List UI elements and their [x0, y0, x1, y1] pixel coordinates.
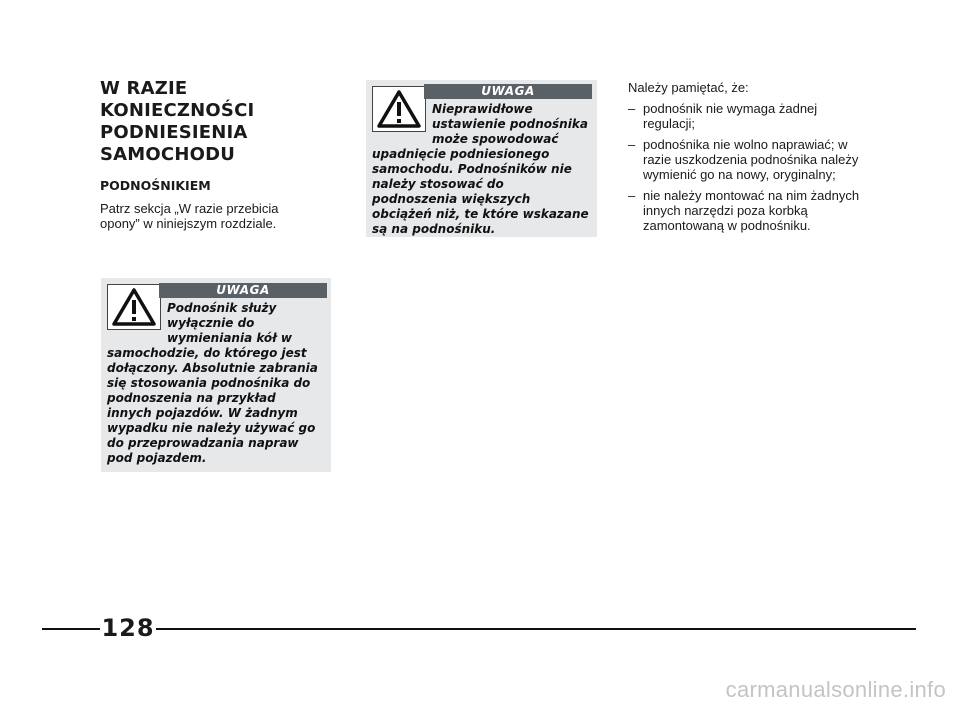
warning-text: Nieprawidłowe ustawienie podnośnika może spowodować upadnięcie podniesionego samochodu. Podnośników nie należy stosować do podnoszenia większych obciążeń niż, te które wskazane są na podnośniku. [372, 102, 589, 236]
warning-box-middle [366, 80, 597, 237]
notes-list [623, 101, 863, 233]
page-number: 128 [101, 614, 155, 642]
warning-triangle-icon [372, 86, 426, 132]
list-item-text: nie należy montować na nim żadnych innych narzędzi poza korbką zamontowaną w podnośniku. [643, 188, 860, 233]
footer-rule-right [156, 628, 916, 630]
list-item-text: podnośnik nie wymaga żadnej regulacji; [643, 101, 818, 131]
warning-box-left [101, 278, 331, 472]
warning-label: UWAGA [159, 283, 327, 298]
heading-line: W RAZIE [100, 78, 188, 99]
list-item-text: podnośnika nie wolno naprawiać; w razie uszkodzenia podnośnika należy wymienić go na nowy, oryginalny; [643, 137, 859, 182]
list-dash: – [628, 137, 636, 152]
list-item [623, 137, 863, 182]
section-body: Patrz sekcja „W razie przebicia opony” w niniejszym rozdziale. [100, 201, 279, 231]
heading-line: PODNIESIENIA [100, 122, 248, 143]
list-item [623, 101, 863, 131]
list-dash: – [628, 188, 636, 203]
footer-rule-left [42, 628, 100, 630]
heading-line: KONIECZNOŚCI [100, 100, 255, 121]
heading-line: SAMOCHODU [100, 144, 236, 165]
list-item [623, 188, 863, 233]
section-heading [100, 78, 320, 166]
watermark: carmanualsonline.info [725, 677, 946, 702]
warning-label: UWAGA [424, 84, 592, 99]
warning-text: Podnośnik służy wyłącznie do wymieniania kół w samochodzie, do którego jest dołączony. Absolutnie zabrania się stosowania podnośnika do podnoszenia na przykład innych pojazdów. W żadnym wypadku nie należy używać go do przeprowadzania napraw pod pojazdem. [107, 301, 318, 465]
notes-intro: Należy pamiętać, że: [628, 80, 749, 95]
notes-column [623, 80, 863, 239]
section-column [100, 78, 320, 231]
section-subheading: PODNOŚNIKIEM [100, 178, 211, 193]
warning-triangle-icon [107, 284, 161, 330]
list-dash: – [628, 101, 636, 116]
